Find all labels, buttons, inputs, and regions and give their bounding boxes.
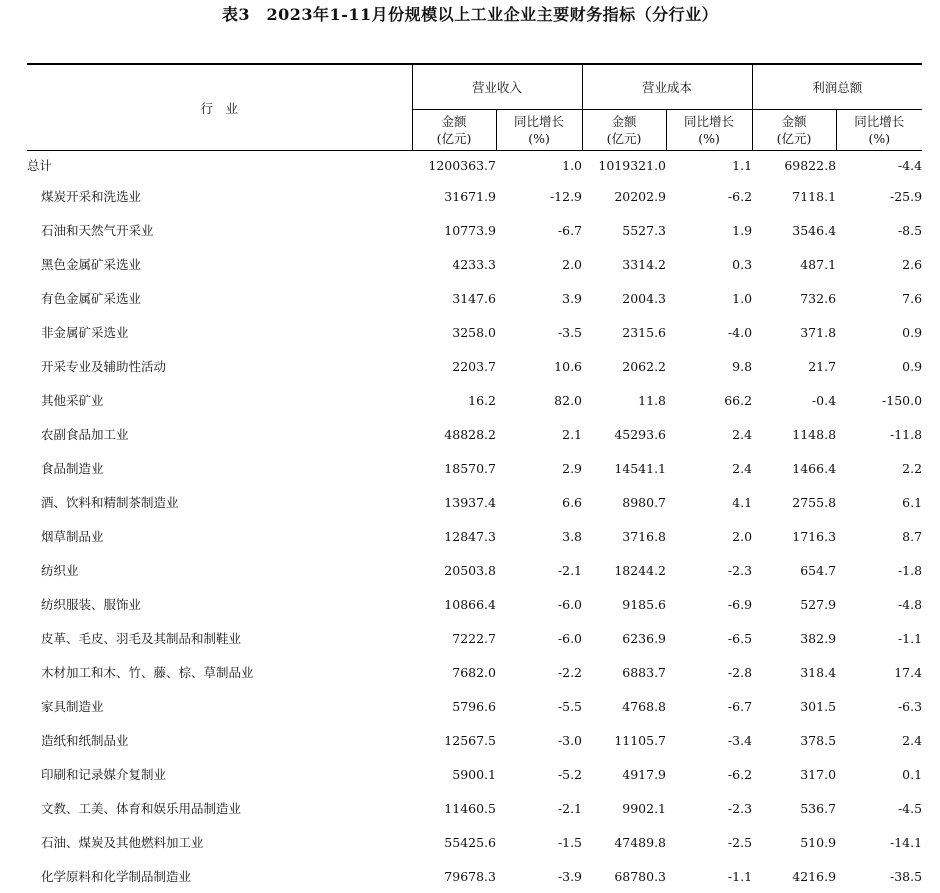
cost-growth-cell: -6.5 [666,621,752,655]
revenue-amount-cell: 55425.6 [412,825,496,859]
cost-amount-cell: 68780.3 [582,859,666,893]
industry-name-cell: 石油和天然气开采业 [27,213,412,247]
table-row [27,689,922,723]
profit-growth-cell: -6.3 [836,689,922,723]
revenue-growth-cell: -2.1 [496,791,582,825]
cost-growth-cell: -2.3 [666,791,752,825]
table-row [27,247,922,281]
profit-amount-cell: 371.8 [752,315,836,349]
profit-group-header: 利润总额 [752,64,922,110]
industry-name-cell: 文教、工美、体育和娱乐用品制造业 [27,791,412,825]
cost-group-header: 营业成本 [582,64,752,110]
revenue-growth-cell: 6.6 [496,485,582,519]
cost-growth-cell: -4.0 [666,315,752,349]
cost-amount-cell: 4768.8 [582,689,666,723]
industry-name-cell: 造纸和纸制品业 [27,723,412,757]
table-body [27,151,922,893]
industry-name-cell: 纺织服装、服饰业 [27,587,412,621]
cost-growth-cell: -6.7 [666,689,752,723]
revenue-amount-cell: 7222.7 [412,621,496,655]
industry-column-header: 行 业 [27,64,412,151]
profit-amount-cell: 21.7 [752,349,836,383]
profit-growth-cell: -11.8 [836,417,922,451]
profit-growth-cell: -25.9 [836,179,922,213]
profit-amount-cell: 510.9 [752,825,836,859]
cost-growth-cell: -2.3 [666,553,752,587]
profit-growth-cell: 2.6 [836,247,922,281]
table-row [27,417,922,451]
industry-name-cell: 其他采矿业 [27,383,412,417]
revenue-growth-cell: -2.2 [496,655,582,689]
profit-amount-cell: 654.7 [752,553,836,587]
profit-amount-cell: 4216.9 [752,859,836,893]
cost-growth-cell: 66.2 [666,383,752,417]
cost-amount-cell: 3314.2 [582,247,666,281]
revenue-growth-cell: -2.1 [496,553,582,587]
cost-amount-cell: 20202.9 [582,179,666,213]
revenue-amount-cell: 4233.3 [412,247,496,281]
cost-growth-cell: -2.5 [666,825,752,859]
cost-amount-cell: 14541.1 [582,451,666,485]
revenue-growth-cell: 3.8 [496,519,582,553]
revenue-growth-cell: 82.0 [496,383,582,417]
revenue-amount-cell: 16.2 [412,383,496,417]
profit-growth-cell: 0.9 [836,349,922,383]
table-row [27,825,922,859]
table-row [27,281,922,315]
cost-growth-cell: 1.1 [666,151,752,180]
table-row [27,553,922,587]
industry-name-cell: 农副食品加工业 [27,417,412,451]
profit-amount-header: 金额 (亿元) [752,110,836,151]
revenue-amount-cell: 5796.6 [412,689,496,723]
table-title: 表3 2023年1-11月份规模以上工业企业主要财务指标（分行业） [0,2,940,25]
table-row [27,621,922,655]
profit-amount-cell: 1148.8 [752,417,836,451]
profit-growth-cell: -4.4 [836,151,922,180]
revenue-growth-cell: 10.6 [496,349,582,383]
revenue-amount-cell: 11460.5 [412,791,496,825]
profit-growth-cell: 0.1 [836,757,922,791]
profit-amount-cell: 318.4 [752,655,836,689]
profit-growth-cell: -4.8 [836,587,922,621]
revenue-amount-cell: 48828.2 [412,417,496,451]
cost-growth-cell: 2.0 [666,519,752,553]
cost-growth-cell: -6.2 [666,179,752,213]
industry-name-cell: 木材加工和木、竹、藤、棕、草制品业 [27,655,412,689]
revenue-amount-cell: 12567.5 [412,723,496,757]
profit-amount-cell: 732.6 [752,281,836,315]
table-row [27,485,922,519]
cost-amount-cell: 3716.8 [582,519,666,553]
industry-name-cell: 总计 [27,151,412,180]
table-row [27,655,922,689]
industry-name-cell: 家具制造业 [27,689,412,723]
revenue-group-header: 营业收入 [412,64,582,110]
cost-amount-cell: 11105.7 [582,723,666,757]
table-row [27,723,922,757]
industry-name-cell: 烟草制品业 [27,519,412,553]
cost-amount-cell: 18244.2 [582,553,666,587]
profit-amount-cell: 536.7 [752,791,836,825]
revenue-amount-cell: 79678.3 [412,859,496,893]
cost-amount-cell: 2004.3 [582,281,666,315]
cost-amount-header: 金额 (亿元) [582,110,666,151]
table-row [27,451,922,485]
cost-amount-cell: 5527.3 [582,213,666,247]
financial-indicators-table [27,63,922,893]
cost-growth-cell: -3.4 [666,723,752,757]
revenue-amount-cell: 2203.7 [412,349,496,383]
table-row [27,757,922,791]
revenue-growth-cell: 2.9 [496,451,582,485]
cost-amount-cell: 47489.8 [582,825,666,859]
revenue-amount-cell: 31671.9 [412,179,496,213]
cost-growth-cell: 1.0 [666,281,752,315]
profit-amount-cell: 7118.1 [752,179,836,213]
revenue-growth-header: 同比增长 (%) [496,110,582,151]
industry-name-cell: 纺织业 [27,553,412,587]
profit-amount-cell: 527.9 [752,587,836,621]
profit-growth-cell: 0.9 [836,315,922,349]
cost-growth-cell: -1.1 [666,859,752,893]
revenue-amount-cell: 13937.4 [412,485,496,519]
revenue-amount-cell: 10773.9 [412,213,496,247]
profit-amount-cell: -0.4 [752,383,836,417]
industry-name-cell: 印刷和记录媒介复制业 [27,757,412,791]
cost-amount-cell: 11.8 [582,383,666,417]
profit-growth-cell: 2.4 [836,723,922,757]
profit-growth-cell: -1.8 [836,553,922,587]
revenue-growth-cell: -3.0 [496,723,582,757]
revenue-growth-cell: -6.0 [496,587,582,621]
profit-growth-cell: -150.0 [836,383,922,417]
industry-name-cell: 有色金属矿采选业 [27,281,412,315]
profit-growth-cell: -38.5 [836,859,922,893]
profit-amount-cell: 69822.8 [752,151,836,180]
profit-amount-cell: 317.0 [752,757,836,791]
cost-growth-cell: 2.4 [666,451,752,485]
profit-amount-cell: 2755.8 [752,485,836,519]
industry-name-cell: 非金属矿采选业 [27,315,412,349]
table-row [27,791,922,825]
cost-amount-cell: 8980.7 [582,485,666,519]
profit-growth-cell: 7.6 [836,281,922,315]
profit-amount-cell: 301.5 [752,689,836,723]
revenue-growth-cell: 3.9 [496,281,582,315]
profit-growth-cell: -1.1 [836,621,922,655]
revenue-amount-cell: 5900.1 [412,757,496,791]
profit-growth-cell: 6.1 [836,485,922,519]
revenue-amount-cell: 20503.8 [412,553,496,587]
cost-amount-cell: 9902.1 [582,791,666,825]
industry-name-cell: 食品制造业 [27,451,412,485]
revenue-growth-cell: -5.5 [496,689,582,723]
revenue-amount-cell: 12847.3 [412,519,496,553]
cost-amount-cell: 2062.2 [582,349,666,383]
industry-name-cell: 皮革、毛皮、羽毛及其制品和制鞋业 [27,621,412,655]
revenue-growth-cell: 2.1 [496,417,582,451]
profit-growth-cell: -4.5 [836,791,922,825]
cost-growth-cell: 9.8 [666,349,752,383]
table-row [27,587,922,621]
revenue-growth-cell: -3.9 [496,859,582,893]
cost-growth-cell: 4.1 [666,485,752,519]
profit-growth-cell: 2.2 [836,451,922,485]
revenue-amount-cell: 10866.4 [412,587,496,621]
profit-growth-cell: 17.4 [836,655,922,689]
cost-amount-cell: 4917.9 [582,757,666,791]
profit-amount-cell: 1716.3 [752,519,836,553]
revenue-growth-cell: -5.2 [496,757,582,791]
profit-amount-cell: 1466.4 [752,451,836,485]
profit-amount-cell: 378.5 [752,723,836,757]
table-row [27,519,922,553]
cost-amount-cell: 6236.9 [582,621,666,655]
table-row [27,315,922,349]
cost-amount-cell: 6883.7 [582,655,666,689]
revenue-amount-cell: 18570.7 [412,451,496,485]
revenue-amount-cell: 1200363.7 [412,151,496,180]
profit-growth-cell: -14.1 [836,825,922,859]
industry-name-cell: 开采专业及辅助性活动 [27,349,412,383]
table-row [27,859,922,893]
cost-growth-cell: 1.9 [666,213,752,247]
revenue-growth-cell: 1.0 [496,151,582,180]
table-row [27,213,922,247]
profit-growth-header: 同比增长 (%) [836,110,922,151]
table-row [27,349,922,383]
revenue-growth-cell: 2.0 [496,247,582,281]
industry-name-cell: 黑色金属矿采选业 [27,247,412,281]
total-row [27,151,922,180]
revenue-growth-cell: -3.5 [496,315,582,349]
revenue-growth-cell: -6.7 [496,213,582,247]
cost-amount-cell: 9185.6 [582,587,666,621]
revenue-amount-header: 金额 (亿元) [412,110,496,151]
industry-name-cell: 石油、煤炭及其他燃料加工业 [27,825,412,859]
cost-growth-cell: 0.3 [666,247,752,281]
cost-growth-cell: -6.9 [666,587,752,621]
industry-name-cell: 化学原料和化学制品制造业 [27,859,412,893]
revenue-amount-cell: 3147.6 [412,281,496,315]
cost-growth-header: 同比增长 (%) [666,110,752,151]
revenue-amount-cell: 7682.0 [412,655,496,689]
table-row [27,383,922,417]
revenue-amount-cell: 3258.0 [412,315,496,349]
cost-amount-cell: 2315.6 [582,315,666,349]
revenue-growth-cell: -1.5 [496,825,582,859]
cost-growth-cell: -6.2 [666,757,752,791]
profit-growth-cell: 8.7 [836,519,922,553]
profit-amount-cell: 382.9 [752,621,836,655]
cost-growth-cell: -2.8 [666,655,752,689]
cost-amount-cell: 1019321.0 [582,151,666,180]
revenue-growth-cell: -12.9 [496,179,582,213]
profit-growth-cell: -8.5 [836,213,922,247]
profit-amount-cell: 3546.4 [752,213,836,247]
revenue-growth-cell: -6.0 [496,621,582,655]
table-row [27,179,922,213]
industry-name-cell: 煤炭开采和洗选业 [27,179,412,213]
industry-name-cell: 酒、饮料和精制茶制造业 [27,485,412,519]
profit-amount-cell: 487.1 [752,247,836,281]
cost-growth-cell: 2.4 [666,417,752,451]
cost-amount-cell: 45293.6 [582,417,666,451]
